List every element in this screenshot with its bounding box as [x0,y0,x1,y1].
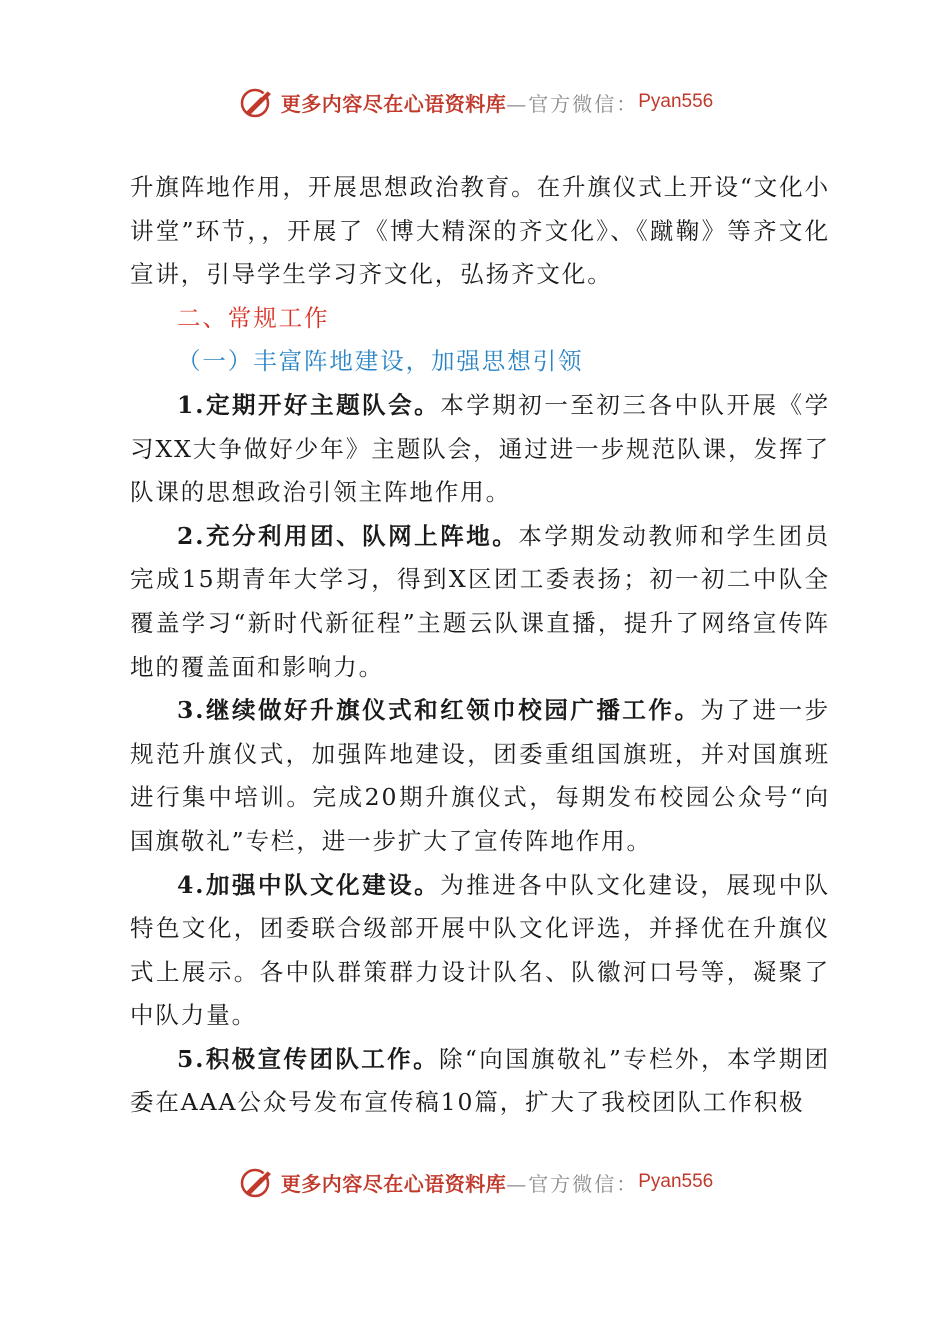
item-lead: 1.定期开好主题队会。 [177,390,441,419]
quill-logo-icon [237,1165,277,1199]
document-body [130,166,830,1125]
item-text: 为推进各中队文化建设，展现中队特色文化，团委联合级部开展中队文化评选，并择优在升旗仪式上展示。各中队群策群力设计队名、队徽河口号等，凝聚了中队力量。 [130,870,831,1030]
banner-wechat-id: Pyan556 [638,91,714,112]
list-item-5 [130,1038,830,1125]
banner-lead: 更多内容尽在心语资料库 [280,91,507,116]
header-banner [0,82,950,122]
section-heading: 二、常规工作 [177,303,330,332]
list-item-2 [130,515,830,689]
item-text: 本学期发动教师和学生团员完成15期青年大学习，得到X区团工委表扬；初一初二中队全覆盖学习“新时代新征程”主题云队课直播，提升了网络宣传阵地的覆盖面和影响力。 [130,521,830,681]
item-text: 除“向国旗敬礼”专栏外，本学期团委在AAA公众号发布宣传稿10篇，扩大了我校团队工作积极 [130,1044,830,1117]
item-lead: 3.继续做好升旗仪式和红领巾校园广播工作。 [177,696,701,725]
footer-banner [0,1162,950,1202]
paragraph-intro [130,166,830,297]
item-lead: 2.充分利用团、队网上阵地。 [177,521,519,550]
list-item-4 [130,864,830,1038]
banner-wechat-id: Pyan556 [638,1171,714,1192]
item-lead: 4.加强中队文化建设。 [177,870,441,899]
list-item-1 [130,384,830,515]
item-text: 本学期初一至初三各中队开展《学习XX大争做好少年》主题队会，通过进一步规范队课，发挥了队课的思想政治引领主阵地作用。 [130,390,831,507]
item-lead: 5.积极宣传团队工作。 [177,1044,439,1073]
banner-tail: —官方微信： [506,91,639,116]
item-text: 为了进一步规范升旗仪式，加强阵地建设，团委重组国旗班，并对国旗班进行集中培训。完成20期升旗仪式，每期发布校园公众号“向国旗敬礼”专栏，进一步扩大了宣传阵地作用。 [130,696,830,855]
subsection-heading: （一）丰富阵地建设，加强思想引领 [177,347,584,376]
quill-logo-icon [237,85,277,119]
banner-tail: —官方微信： [506,1171,639,1196]
paragraph-text: 升旗阵地作用，开展思想政治教育。在升旗仪式上开设“文化小讲堂”环节，，开展了《博大精深的齐文化》、《蹴鞠》等齐文化宣讲，引导学生学习齐文化，弘扬齐文化。 [130,173,830,289]
banner-lead: 更多内容尽在心语资料库 [280,1171,507,1196]
list-item-3 [130,689,830,863]
